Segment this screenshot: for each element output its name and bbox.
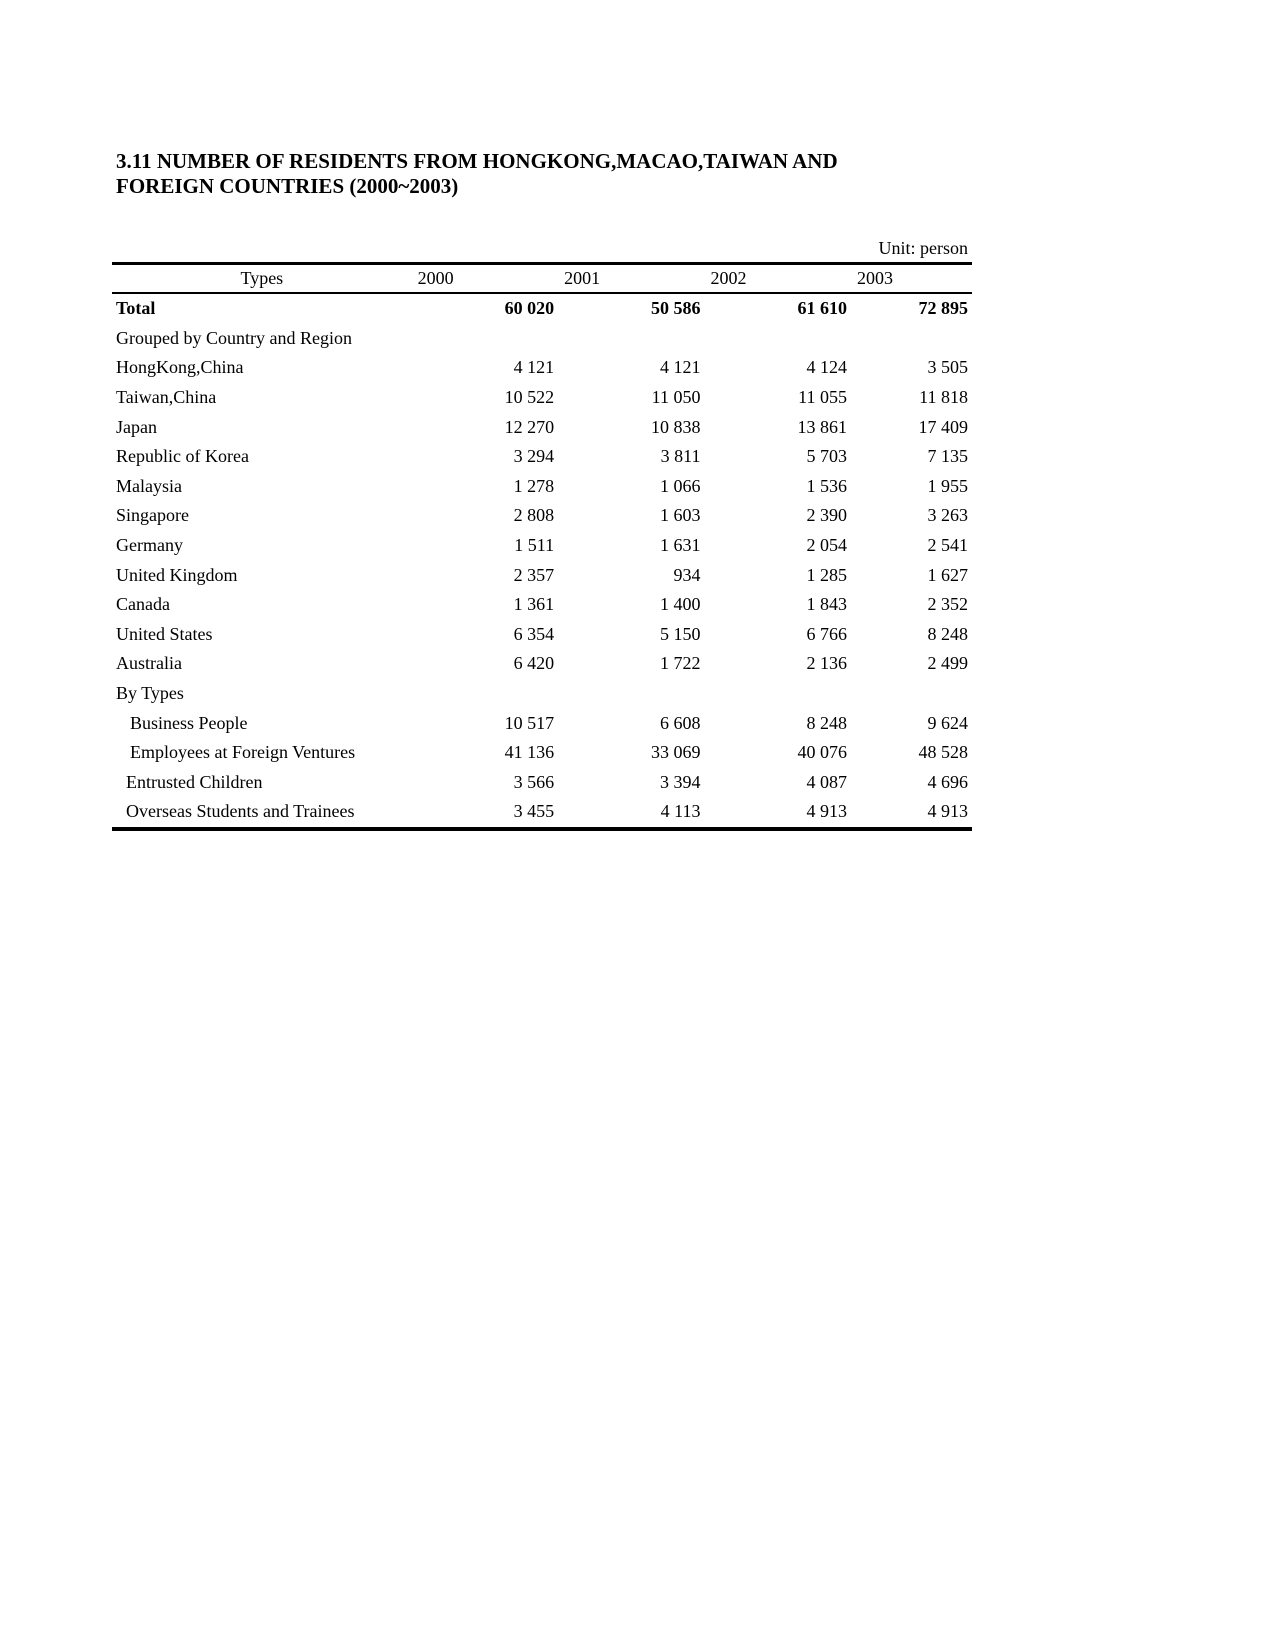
cell-2003: 9 624 [927, 712, 968, 733]
cell-2002: 1 843 [806, 594, 847, 615]
row-label: Australia [116, 653, 182, 674]
cell-2003: 3 505 [927, 357, 968, 378]
cell-2000: 10 522 [504, 387, 555, 408]
row-label: Canada [116, 594, 170, 615]
total-row [112, 293, 972, 324]
table-row [112, 353, 972, 383]
table-row [112, 797, 972, 829]
row-label: United Kingdom [116, 564, 238, 585]
page-title [116, 149, 976, 199]
cell-2001: 50 586 [651, 298, 701, 319]
cell-2000: 3 566 [513, 771, 555, 792]
row-label: Japan [116, 416, 157, 437]
cell-2002: 8 248 [806, 712, 847, 733]
header-2000: 2000 [417, 268, 454, 288]
table-row [112, 649, 972, 679]
cell-2002: 11 055 [798, 387, 847, 408]
row-label: Taiwan,China [116, 387, 217, 408]
cell-2000: 1 361 [513, 594, 555, 615]
cell-2002: 13 861 [797, 416, 847, 437]
cell-2000: 4 121 [513, 357, 555, 378]
cell-2003: 11 818 [919, 387, 968, 408]
table-row [112, 472, 972, 502]
cell-2001: 6 608 [660, 712, 701, 733]
row-label: Republic of Korea [116, 446, 249, 467]
table-body [112, 293, 972, 829]
table-row [112, 412, 972, 442]
row-label: Overseas Students and Trainees [126, 801, 355, 822]
cell-2003: 2 499 [927, 653, 968, 674]
cell-2000: 6 420 [513, 653, 555, 674]
cell-2003: 1 955 [927, 475, 968, 496]
table-row [112, 708, 972, 738]
header-2002: 2002 [710, 268, 747, 288]
table-row [112, 560, 972, 590]
cell-2002: 61 610 [797, 298, 847, 319]
header-2001: 2001 [564, 268, 601, 288]
cell-2000: 12 270 [504, 416, 555, 437]
cell-2003: 2 352 [927, 594, 968, 615]
table-row [112, 768, 972, 798]
cell-2003: 72 895 [918, 298, 968, 319]
cell-2000: 10 517 [504, 712, 555, 733]
cell-2002: 40 076 [797, 742, 847, 763]
cell-2001: 1 066 [660, 475, 701, 496]
row-label: Malaysia [116, 475, 182, 496]
cell-2000: 2 808 [513, 505, 555, 526]
table-row [112, 501, 972, 531]
table-row [112, 531, 972, 561]
cell-2002: 2 136 [806, 653, 847, 674]
row-label: Entrusted Children [126, 771, 263, 792]
section-row-types [112, 679, 972, 709]
row-label: Business People [130, 712, 248, 733]
cell-2001: 3 811 [660, 446, 701, 467]
title-line-2: FOREIGN COUNTRIES (2000~2003) [116, 174, 459, 198]
cell-2002: 2 054 [806, 535, 847, 556]
cell-2002: 1 536 [806, 475, 847, 496]
header-types: Types [240, 268, 284, 288]
cell-2003: 7 135 [927, 446, 968, 467]
cell-2000: 6 354 [513, 623, 555, 644]
header-2003: 2003 [856, 268, 893, 288]
cell-2000: 60 020 [504, 298, 555, 319]
unit-label: Unit: person [878, 238, 968, 258]
cell-2001: 1 722 [660, 653, 701, 674]
table-row [112, 383, 972, 413]
cell-2003: 48 528 [918, 742, 968, 763]
section-label: By Types [116, 683, 184, 704]
cell-2000: 3 294 [513, 446, 555, 467]
cell-2001: 4 121 [660, 357, 701, 378]
title-line-1: 3.11 NUMBER OF RESIDENTS FROM HONGKONG,MACAO,TAIWAN AND [116, 149, 838, 173]
cell-2001: 10 838 [651, 416, 701, 437]
section-row-country [112, 324, 972, 354]
cell-2003: 1 627 [927, 564, 968, 585]
residents-table [112, 262, 972, 831]
cell-2002: 4 913 [806, 801, 847, 822]
cell-2001: 33 069 [651, 742, 701, 763]
row-label: Singapore [116, 505, 189, 526]
table-row [112, 590, 972, 620]
cell-2002: 2 390 [806, 505, 847, 526]
cell-2000: 1 278 [513, 475, 555, 496]
cell-2001: 3 394 [660, 771, 701, 792]
table-row [112, 620, 972, 650]
cell-2001: 1 400 [660, 594, 701, 615]
row-label: Germany [116, 535, 183, 556]
cell-2003: 8 248 [927, 623, 968, 644]
cell-2003: 17 409 [918, 416, 968, 437]
cell-2001: 5 150 [660, 623, 701, 644]
cell-2002: 4 124 [806, 357, 847, 378]
cell-2000: 1 511 [514, 535, 555, 556]
cell-2000: 41 136 [504, 742, 555, 763]
table-header-row [112, 264, 972, 294]
row-label: Employees at Foreign Ventures [130, 742, 356, 763]
section-label: Grouped by Country and Region [116, 327, 352, 348]
cell-2001: 1 603 [660, 505, 701, 526]
cell-2000: 3 455 [513, 801, 555, 822]
cell-2002: 5 703 [806, 446, 847, 467]
table-row [112, 442, 972, 472]
cell-2001: 1 631 [660, 535, 701, 556]
cell-2003: 3 263 [927, 505, 968, 526]
row-label: United States [116, 623, 213, 644]
cell-2003: 4 913 [927, 801, 968, 822]
cell-2002: 1 285 [806, 564, 847, 585]
row-label: HongKong,China [116, 357, 244, 378]
cell-2003: 4 696 [927, 771, 968, 792]
cell-2001: 11 050 [651, 387, 701, 408]
cell-2002: 6 766 [806, 623, 847, 644]
table-row [112, 738, 972, 768]
cell-2002: 4 087 [806, 771, 847, 792]
cell-2003: 2 541 [927, 535, 968, 556]
row-label: Total [116, 298, 156, 319]
cell-2000: 2 357 [513, 564, 555, 585]
cell-2001: 4 113 [660, 801, 701, 822]
cell-2001: 934 [673, 564, 701, 585]
